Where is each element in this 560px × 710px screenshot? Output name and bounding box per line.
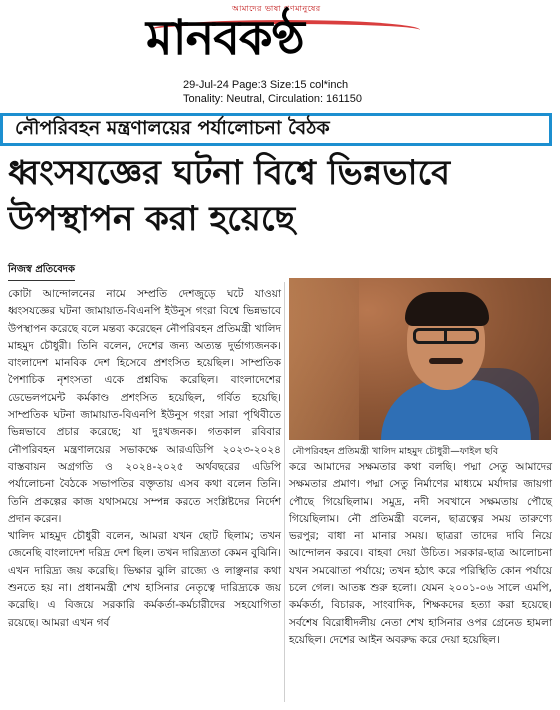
article-paragraph: কোটা আন্দোলনের নামে সম্প্রতি দেশজুড়ে ঘটে যাওয়া ধ্বংসযজ্ঞের ঘটনা জামায়াত-বিএনপি ইউনুস গংরা বিশ্বে ভিন্নভাবে উপস্থাপন করেছে বলে মন্তব্য করেছেন নৌপরিবহন প্রতিমন্ত্রী খালিদ মাহমুদ চৌধুরী। তিনি বলেন, দেশের জন্য অত্যন্ত দুর্ভাগ্যজনক। বাংলাদেশ মানবিক দেশ হিসেবে প্রশংসিত হয়েছিল। সাম্প্রতিক পৈশাচিক নৃশংসতা একে প্রশ্নবিদ্ধ করেছিল। বাংলাদেশের ডেভেলপমেন্ট কর্মকাণ্ড প্রশংসিত হয়েছিল, গর্বিত হয়েছি। সাম্প্রতিক ঘটনা জামায়াত-বিএনপি ইউনুস গংরা সারা পৃথিবীতে ভিন্নভাবে প্রচার করেছে; যা দুঃখজনক। গতকাল রবিবার নৌপরিবহন মন্ত্রণালয়ের সভাকক্ষে আরএডিপি ২০২৩-২০২৪ বাস্তবায়ন অগ্রগতি ও ২০২৪-২০২৫ অর্থবছরের এডিপি পর্যালোচনা বৈঠকে সভাপতির বক্তৃতায় এসব কথা বলেন তিনি। তিনি প্রকল্পের কাজ যথাসময়ে সম্পন্ন করতে সংশ্লিষ্টদের নির্দেশ প্রদান করেন।	[8, 288, 281, 525]
article-column-left	[8, 286, 281, 632]
column-divider	[284, 282, 285, 702]
photo-curtain	[289, 278, 359, 440]
article-paragraph: করে আমাদের সক্ষমতার কথা বলছি। পদ্মা সেতু আমাদের সক্ষমতার প্রমাণ। পদ্মা সেতু নির্মাণের মাধ্যমে মর্যাদার জায়গা পৌছে গিয়েছিলাম। সমুদ্র, নদী সবখানে সক্ষমতায় পৌছে গিয়েছিলাম। নৌ প্রতিমন্ত্রী বলেন, ছাত্রত্বের সময় তারুণ্যে ভরপুর; বাধা না মানার সময়। ছাত্ররা তাদের দাবি নিয়ে আন্দোলন করবে। বাহবা দেয়া উচিত। সরকার-ছাত্র আলোচনা যখন সমঝোতা পর্যায়ে; তখন হঠাৎ করে পরিস্থিতি কোন পর্যায়ে চলে গেল। আতঙ্ক শুরু হলো। যেমন ২০০১-০৬ সালে এমপি, কর্মকর্তা, বিচারক, সাংবাদিক, শিক্ষকদের হত্যা করা হয়েছে। সর্বশেষ বিরোধীদলীয় নেতা শেখ হাসিনার ওপর গ্রেনেড হামলা হয়েছিল। দেশের আইন অবরুদ্ধ করে দেয়া হয়েছিল।	[289, 461, 552, 646]
masthead-tagline: আমাদের ভাষা গণমানুষের	[232, 4, 321, 13]
kicker-banner	[0, 113, 552, 146]
article-byline: নিজস্ব প্রতিবেদক	[8, 262, 75, 281]
masthead	[0, 0, 560, 72]
clipping-meta-tonality: Tonality: Neutral, Circulation: 161150	[183, 93, 362, 105]
article-paragraph: খালিদ মাহমুদ চৌধুরী বলেন, আমরা যখন ছোট ছিলাম; তখন জেনেছি বাংলাদেশ দরিদ্র দেশ ছিল। তখন দারিদ্র্যতা কেমন বুঝিনি। এখন দারিদ্র্য জয় করেছি। ভিক্ষার ঝুলি রাজ্যে ও লাঞ্ছনার কথা শুনতে হয় না। প্রধানমন্ত্রী শেখ হাসিনার নেতৃত্বে দারিদ্র্যকে জয় করেছি। এ বিজয়ে সরকারি কর্মকর্তা-কর্মচারীদের সহযোগিতা রয়েছে। আমরা এখন গর্ব	[8, 530, 281, 629]
newspaper-logo: মানবকণ্ঠ	[146, 10, 304, 66]
article-column-right	[289, 459, 552, 649]
kicker-text: নৌপরিবহন মন্ত্রণালয়ের পর্যালোচনা বৈঠক	[3, 116, 549, 143]
glasses-icon	[413, 328, 479, 344]
article-photo	[289, 278, 551, 440]
clipping-meta-date-page: 29-Jul-24 Page:3 Size:15 col*inch	[183, 79, 349, 91]
photo-caption: নৌপরিবহন প্রতিমন্ত্রী খালিদ মাহমুদ চৌধুরী—ফাইল ছবি	[292, 446, 499, 457]
article-headline: ধ্বংসযজ্ঞের ঘটনা বিশ্বে ভিন্নভাবে উপস্থাপন করা হয়েছে	[8, 153, 451, 239]
photo-mustache	[429, 358, 463, 364]
photo-hair	[405, 292, 489, 326]
